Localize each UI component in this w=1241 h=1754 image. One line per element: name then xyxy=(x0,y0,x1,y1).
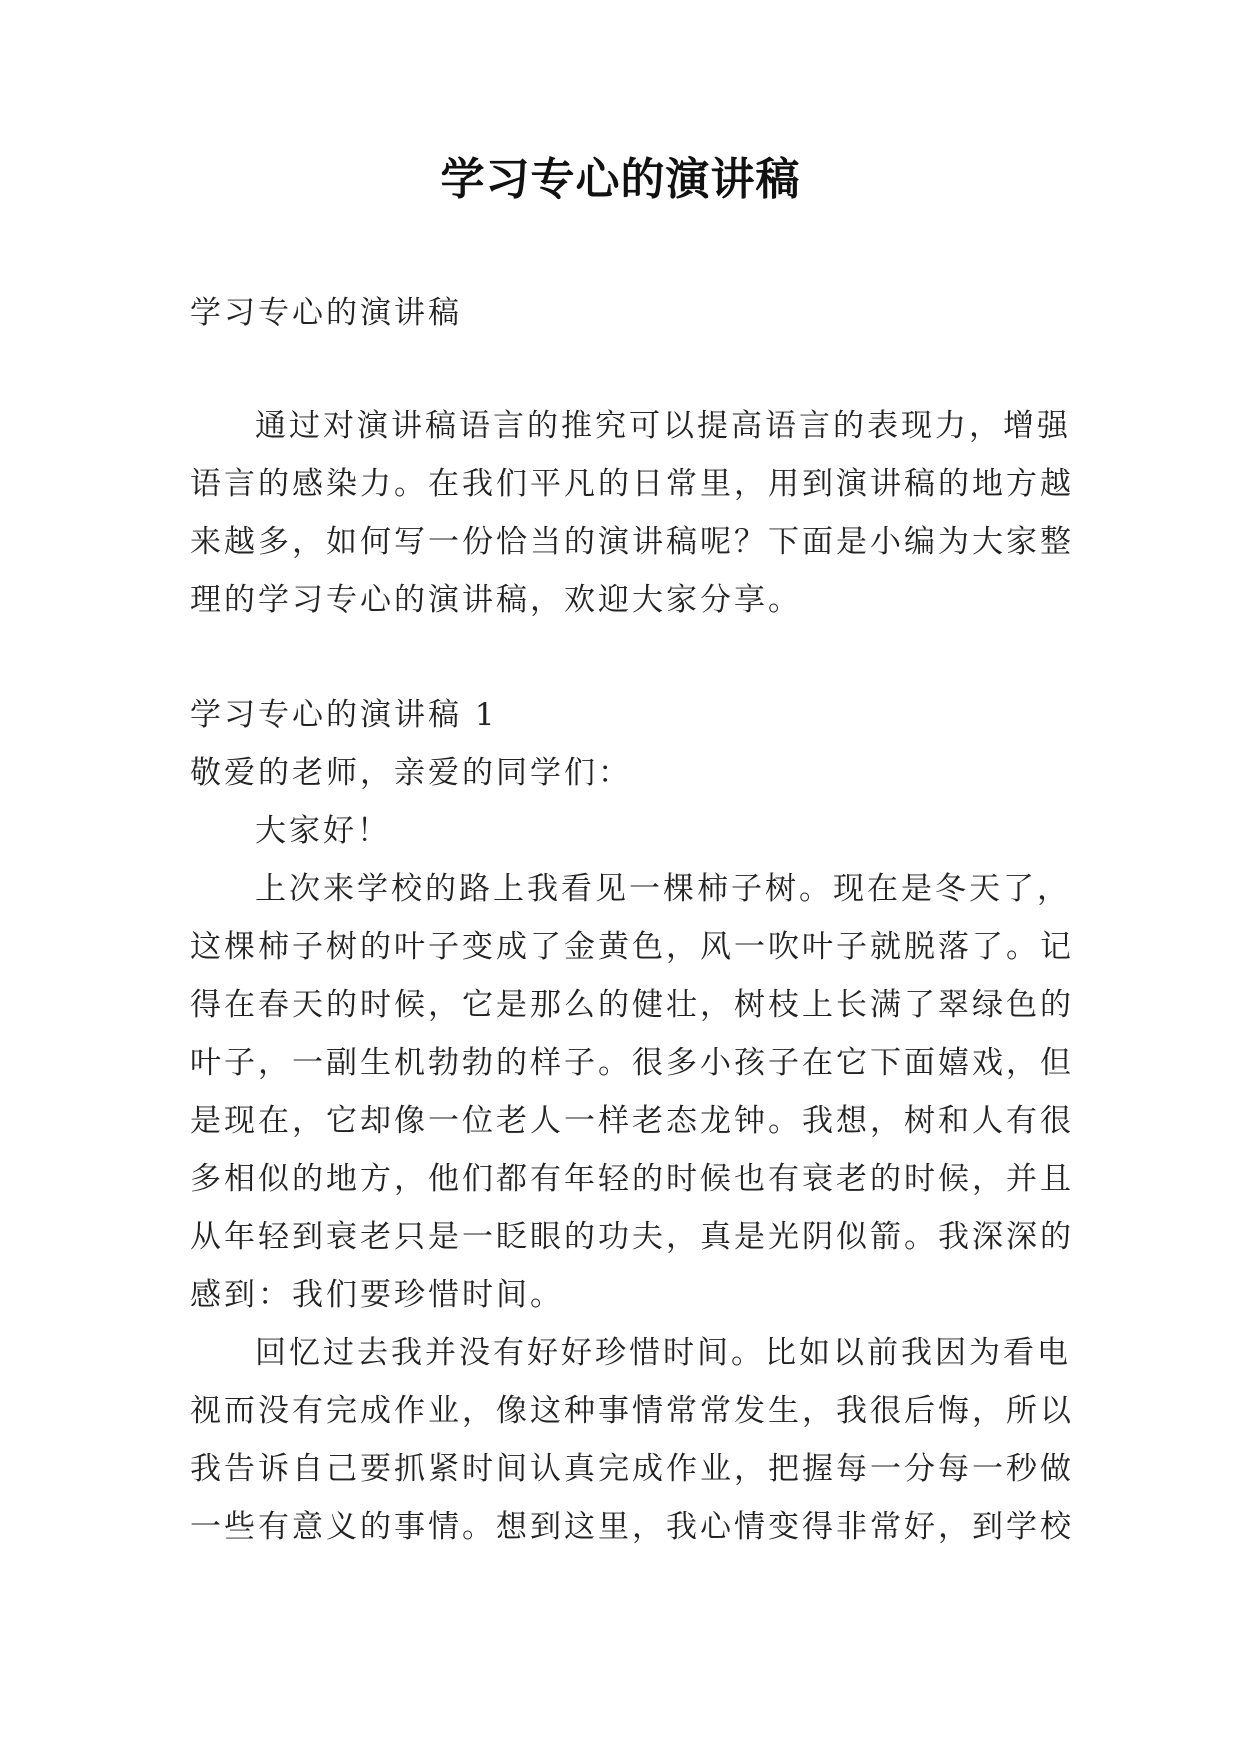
paragraph-line: 感到：我们要珍惜时间。 xyxy=(190,1277,564,1313)
paragraph-line: 多相似的地方，他们都有年轻的时候也有衰老的时候，并且 xyxy=(190,1161,1074,1197)
greeting-line: 大家好！ xyxy=(255,813,391,849)
paragraph-line: 从年轻到衰老只是一眨眼的功夫，真是光阴似箭。我深深的 xyxy=(190,1219,1074,1255)
intro-line: 语言的感染力。在我们平凡的日常里，用到演讲稿的地方越 xyxy=(190,466,1074,502)
document-title: 学习专心的演讲稿 xyxy=(440,154,801,205)
paragraph-line: 回忆过去我并没有好好珍惜时间。比如以前我因为看电 xyxy=(255,1335,1071,1371)
paragraph-line: 得在春天的时候，它是那么的健壮，树枝上长满了翠绿色的 xyxy=(190,987,1074,1023)
salutation-line: 敬爱的老师，亲爱的同学们： xyxy=(190,755,632,791)
paragraph-line: 叶子，一副生机勃勃的样子。很多小孩子在它下面嬉戏，但 xyxy=(190,1045,1074,1081)
paragraph-line: 视而没有完成作业，像这种事情常常发生，我很后悔，所以 xyxy=(190,1393,1074,1429)
paragraph-line: 是现在，它却像一位老人一样老态龙钟。我想，树和人有很 xyxy=(190,1103,1074,1139)
subtitle-line: 学习专心的演讲稿 xyxy=(190,295,462,331)
paragraph-line: 这棵柿子树的叶子变成了金黄色，风一吹叶子就脱落了。记 xyxy=(190,929,1074,965)
paragraph-line: 上次来学校的路上我看见一棵柿子树。现在是冬天了， xyxy=(255,871,1071,907)
intro-line: 来越多，如何写一份恰当的演讲稿呢？下面是小编为大家整 xyxy=(190,524,1074,560)
paragraph-line: 一些有意义的事情。想到这里，我心情变得非常好，到学校 xyxy=(190,1509,1074,1545)
intro-line: 通过对演讲稿语言的推究可以提高语言的表现力，增强 xyxy=(255,408,1071,444)
section-heading: 学习专心的演讲稿 1 xyxy=(190,697,498,733)
paragraph-line: 我告诉自己要抓紧时间认真完成作业，把握每一分每一秒做 xyxy=(190,1451,1074,1487)
intro-line: 理的学习专心的演讲稿，欢迎大家分享。 xyxy=(190,582,802,618)
